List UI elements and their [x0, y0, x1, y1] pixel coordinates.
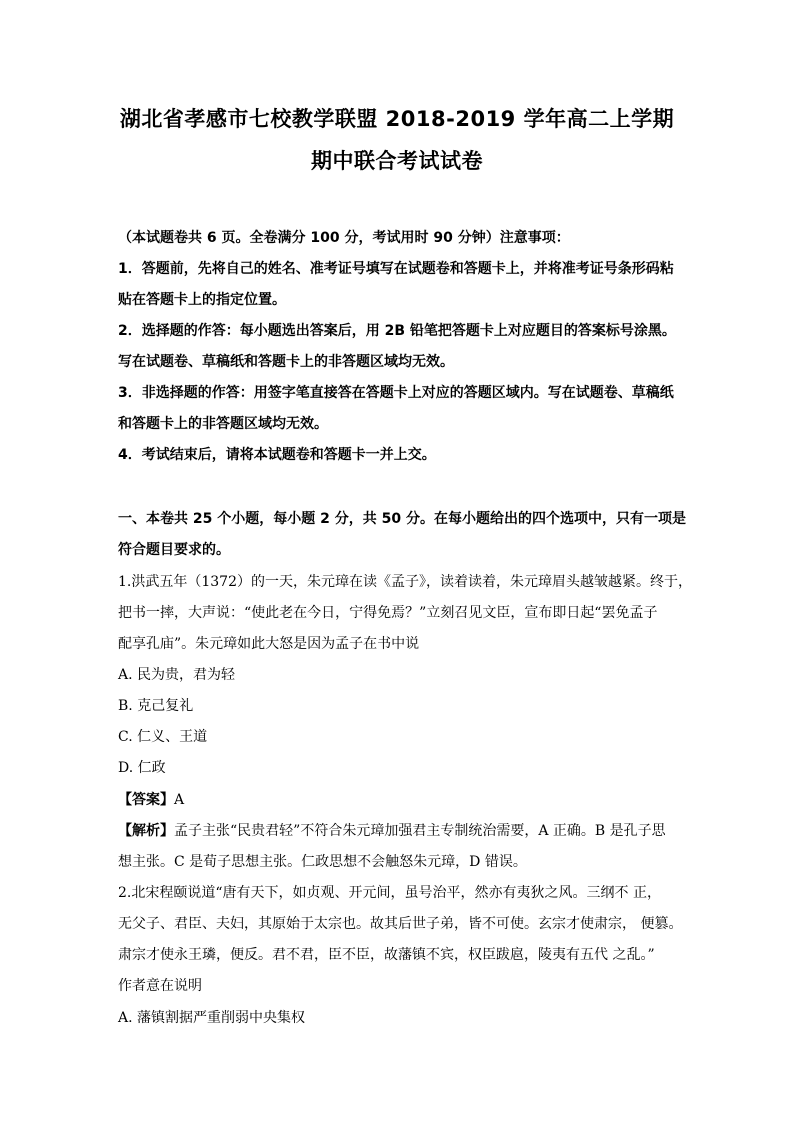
question-2-option-a: A. 藩镇割据严重削弱中央集权	[118, 1010, 306, 1026]
question-1-stem-cont-2: 配享孔庙”。朱元璋如此大怒是因为孟子在书中说	[118, 636, 420, 652]
notice-item-3-cont: 和答题卡上的非答题区域均无效。	[118, 416, 328, 432]
answer-value: A	[174, 792, 185, 808]
notice-item-2: 2．选择题的作答：每小题选出答案后，用 2B 铅笔把答题卡上对应题目的答案标号涂黑。	[118, 323, 676, 339]
notice-item-2-cont: 写在试题卷、草稿纸和答题卡上的非答题区域均无效。	[118, 354, 454, 370]
notice-item-3: 3．非选择题的作答：用签字笔直接答在答题卡上对应的答题区域内。写在试题卷、草稿纸	[118, 385, 674, 401]
exam-title-line1: 湖北省孝感市七校教学联盟 2018-2019 学年高二上学期	[119, 107, 675, 131]
question-1-option-b: B. 克己复礼	[118, 698, 194, 714]
question-1-answer	[118, 790, 678, 810]
question-1-analysis-cont: 想主张。C 是荀子思想主张。仁政思想不会触怒朱元璋，D 错误。	[118, 854, 527, 870]
question-2-stem-cont-1: 无父子、君臣、夫妇，其原始于太宗也。故其后世子弟，皆不可使。玄宗才使肃宗， 便篡。	[118, 916, 683, 932]
question-1-stem: 1.洪武五年（1372）的一天，朱元璋在读《孟子》，读着读着，朱元璋眉头越皱越紧。终于，	[118, 574, 692, 590]
question-1-option-d: D. 仁政	[118, 760, 166, 776]
question-1-analysis	[118, 821, 678, 841]
exam-title-line2: 期中联合考试试卷	[311, 149, 483, 173]
question-2-stem-cont-3: 作者意在说明	[118, 978, 202, 994]
answer-label: 【答案】	[118, 792, 174, 808]
analysis-text: 孟子主张“民贵君轻”不符合朱元璋加强君主专制统治需要，A 正确。B 是孔子思	[174, 823, 666, 839]
notice-item-1: 1．答题前，先将自己的姓名、准考证号填写在试题卷和答题卡上，并将准考证号条形码粘	[118, 261, 674, 277]
notice-item-4: 4．考试结束后，请将本试题卷和答题卡一并上交。	[118, 447, 436, 463]
section-heading: 一、本卷共 25 个小题，每小题 2 分，共 50 分。在每小题给出的四个选项中，只有一项是	[118, 511, 686, 527]
notice-item-1-cont: 贴在答题卡上的指定位置。	[118, 292, 286, 308]
question-1-option-c: C. 仁义、王道	[118, 729, 208, 745]
section-heading-cont: 符合题目要求的。	[118, 542, 230, 558]
analysis-label: 【解析】	[118, 823, 174, 839]
notice-intro: （本试题卷共 6 页。全卷满分 100 分，考试用时 90 分钟）注意事项：	[118, 230, 570, 246]
question-1-option-a: A. 民为贵，君为轻	[118, 667, 236, 683]
question-2-stem-cont-2: 肃宗才使永王璘，便反。君不君，臣不臣，故藩镇不宾，权臣跋扈，陵夷有五代 之乱。”	[118, 947, 655, 963]
question-1-stem-cont-1: 把书一摔，大声说：“使此老在今日，宁得免焉？”立刻召见文臣，宣布即日起“罢免孟子	[118, 605, 658, 621]
question-2-stem: 2.北宋程颐说道“唐有天下，如贞观、开元间，虽号治平，然亦有夷狄之风。三纲不 正，	[118, 885, 661, 901]
